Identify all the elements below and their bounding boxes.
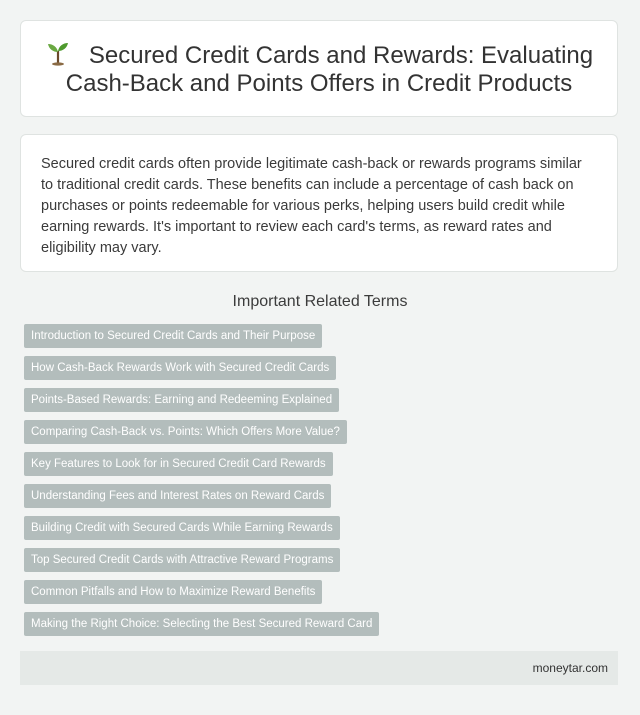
related-term-tag[interactable]: How Cash-Back Rewards Work with Secured Credit Cards	[24, 356, 336, 380]
related-term-tag[interactable]: Key Features to Look for in Secured Credit Card Rewards	[24, 452, 333, 476]
related-term-tag[interactable]: Making the Right Choice: Selecting the Best Secured Reward Card	[24, 612, 379, 636]
related-term-tag[interactable]: Comparing Cash-Back vs. Points: Which Offers More Value?	[24, 420, 347, 444]
related-term-tag[interactable]: Building Credit with Secured Cards While Earning Rewards	[24, 516, 340, 540]
page-title-text: Secured Credit Cards and Rewards: Evaluating Cash-Back and Points Offers in Credit Products	[65, 41, 594, 97]
page-title	[39, 40, 599, 98]
footer	[20, 651, 618, 685]
title-card	[20, 20, 618, 117]
footer-site-link[interactable]: moneytar.com	[532, 661, 608, 675]
related-terms-list	[24, 324, 379, 644]
related-term-tag[interactable]: Introduction to Secured Credit Cards and Their Purpose	[24, 324, 322, 348]
related-term-tag[interactable]: Points-Based Rewards: Earning and Redeeming Explained	[24, 388, 339, 412]
related-terms-heading: Important Related Terms	[232, 293, 408, 310]
related-term-tag[interactable]: Common Pitfalls and How to Maximize Reward Benefits	[24, 580, 322, 604]
sprout-icon	[45, 40, 71, 66]
related-term-tag[interactable]: Top Secured Credit Cards with Attractive Reward Programs	[24, 548, 340, 572]
description-text: Secured credit cards often provide legitimate cash-back or rewards programs similar to traditional credit cards. These benefits can include a percentage of cash back on purchases or points redeemable for various perks, helping users build credit while earning rewards. It's important to review each card's terms, as reward rates and eligibility may vary.	[41, 156, 582, 256]
related-term-tag[interactable]: Understanding Fees and Interest Rates on Reward Cards	[24, 484, 331, 508]
description-card	[20, 134, 618, 272]
